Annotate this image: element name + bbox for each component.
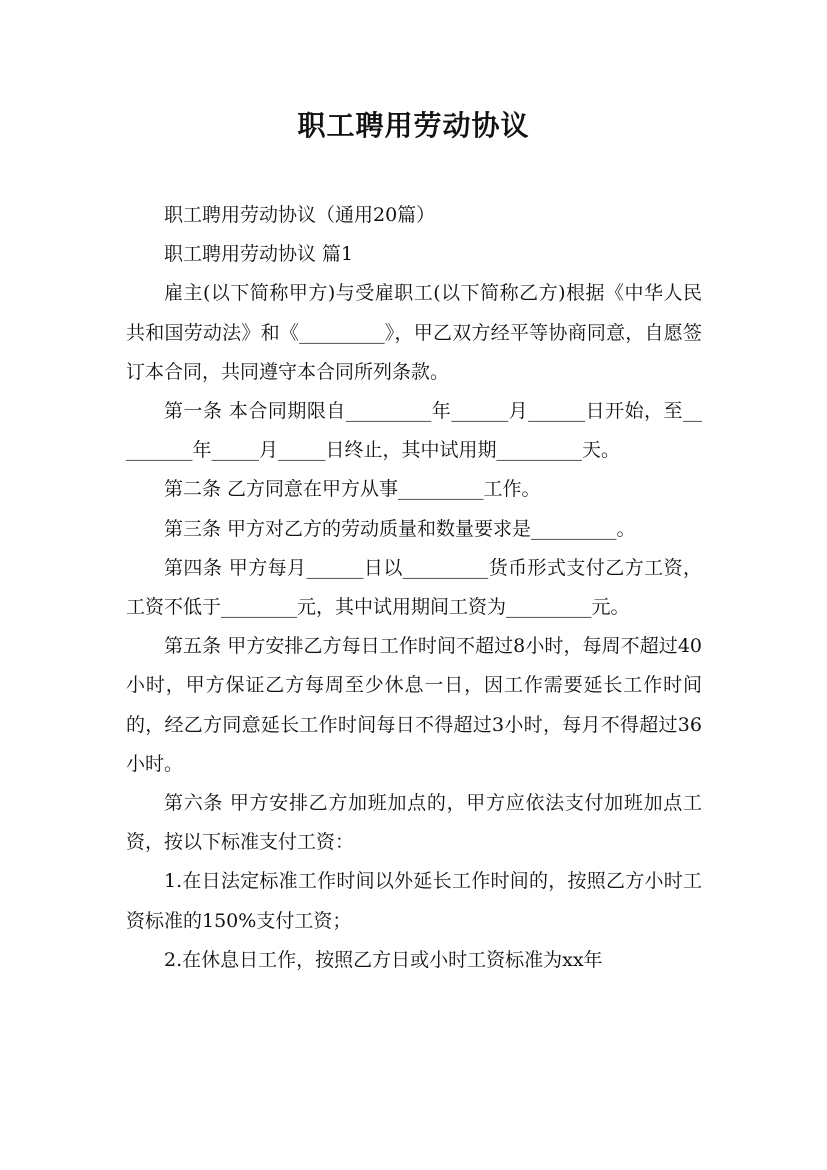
paragraph-item-2: 2.在休息日工作，按照乙方日或小时工资标准为xx年 [164, 948, 603, 971]
paragraph-article-6: 第六条 甲方安排乙方加班加点的，甲方应依法支付加班加点工资，按以下标准支付工资： [126, 792, 702, 854]
paragraph-item-1: 1.在日法定标准工作时间以外延长工作时间的，按照乙方小时工资标准的150%支付工资； [126, 870, 702, 932]
document-title: 职工聘用劳动协议 [297, 109, 530, 142]
paragraph-article-5: 第五条 甲方安排乙方每日工作时间不超过8小时，每周不超过40小时，甲方保证乙方每周至少休息一日，因工作需要延长工作时间的，经乙方同意延长工作时间每日不得超过3小时，每月不得超过36小时。 [126, 635, 702, 775]
paragraph-preamble: 雇主(以下简称甲方)与受雇职工(以下简称乙方)根据《中华人民共和国劳动法》和《_________》，甲乙双方经平等协商同意，自愿签订本合同，共同遵守本合同所列条款。 [126, 282, 702, 383]
paragraph-article-1: 第一条 本合同期限自_________年______月______日开始，至_________年_____月_____日终止，其中试用期_________天。 [126, 400, 702, 462]
paragraph-article-2: 第二条 乙方同意在甲方从事_________工作。 [164, 478, 541, 501]
paragraph-article-3: 第三条 甲方对乙方的劳动质量和数量要求是_________。 [164, 517, 636, 540]
document-body [126, 196, 702, 980]
paragraph-subtitle: 职工聘用劳动协议（通用20篇） [164, 204, 436, 226]
paragraph-article-4: 第四条 甲方每月______日以_________货币形式支付乙方工资，工资不低于________元，其中试用期间工资为_________元。 [126, 556, 702, 619]
paragraph-section-heading: 职工聘用劳动协议 篇1 [164, 243, 354, 266]
